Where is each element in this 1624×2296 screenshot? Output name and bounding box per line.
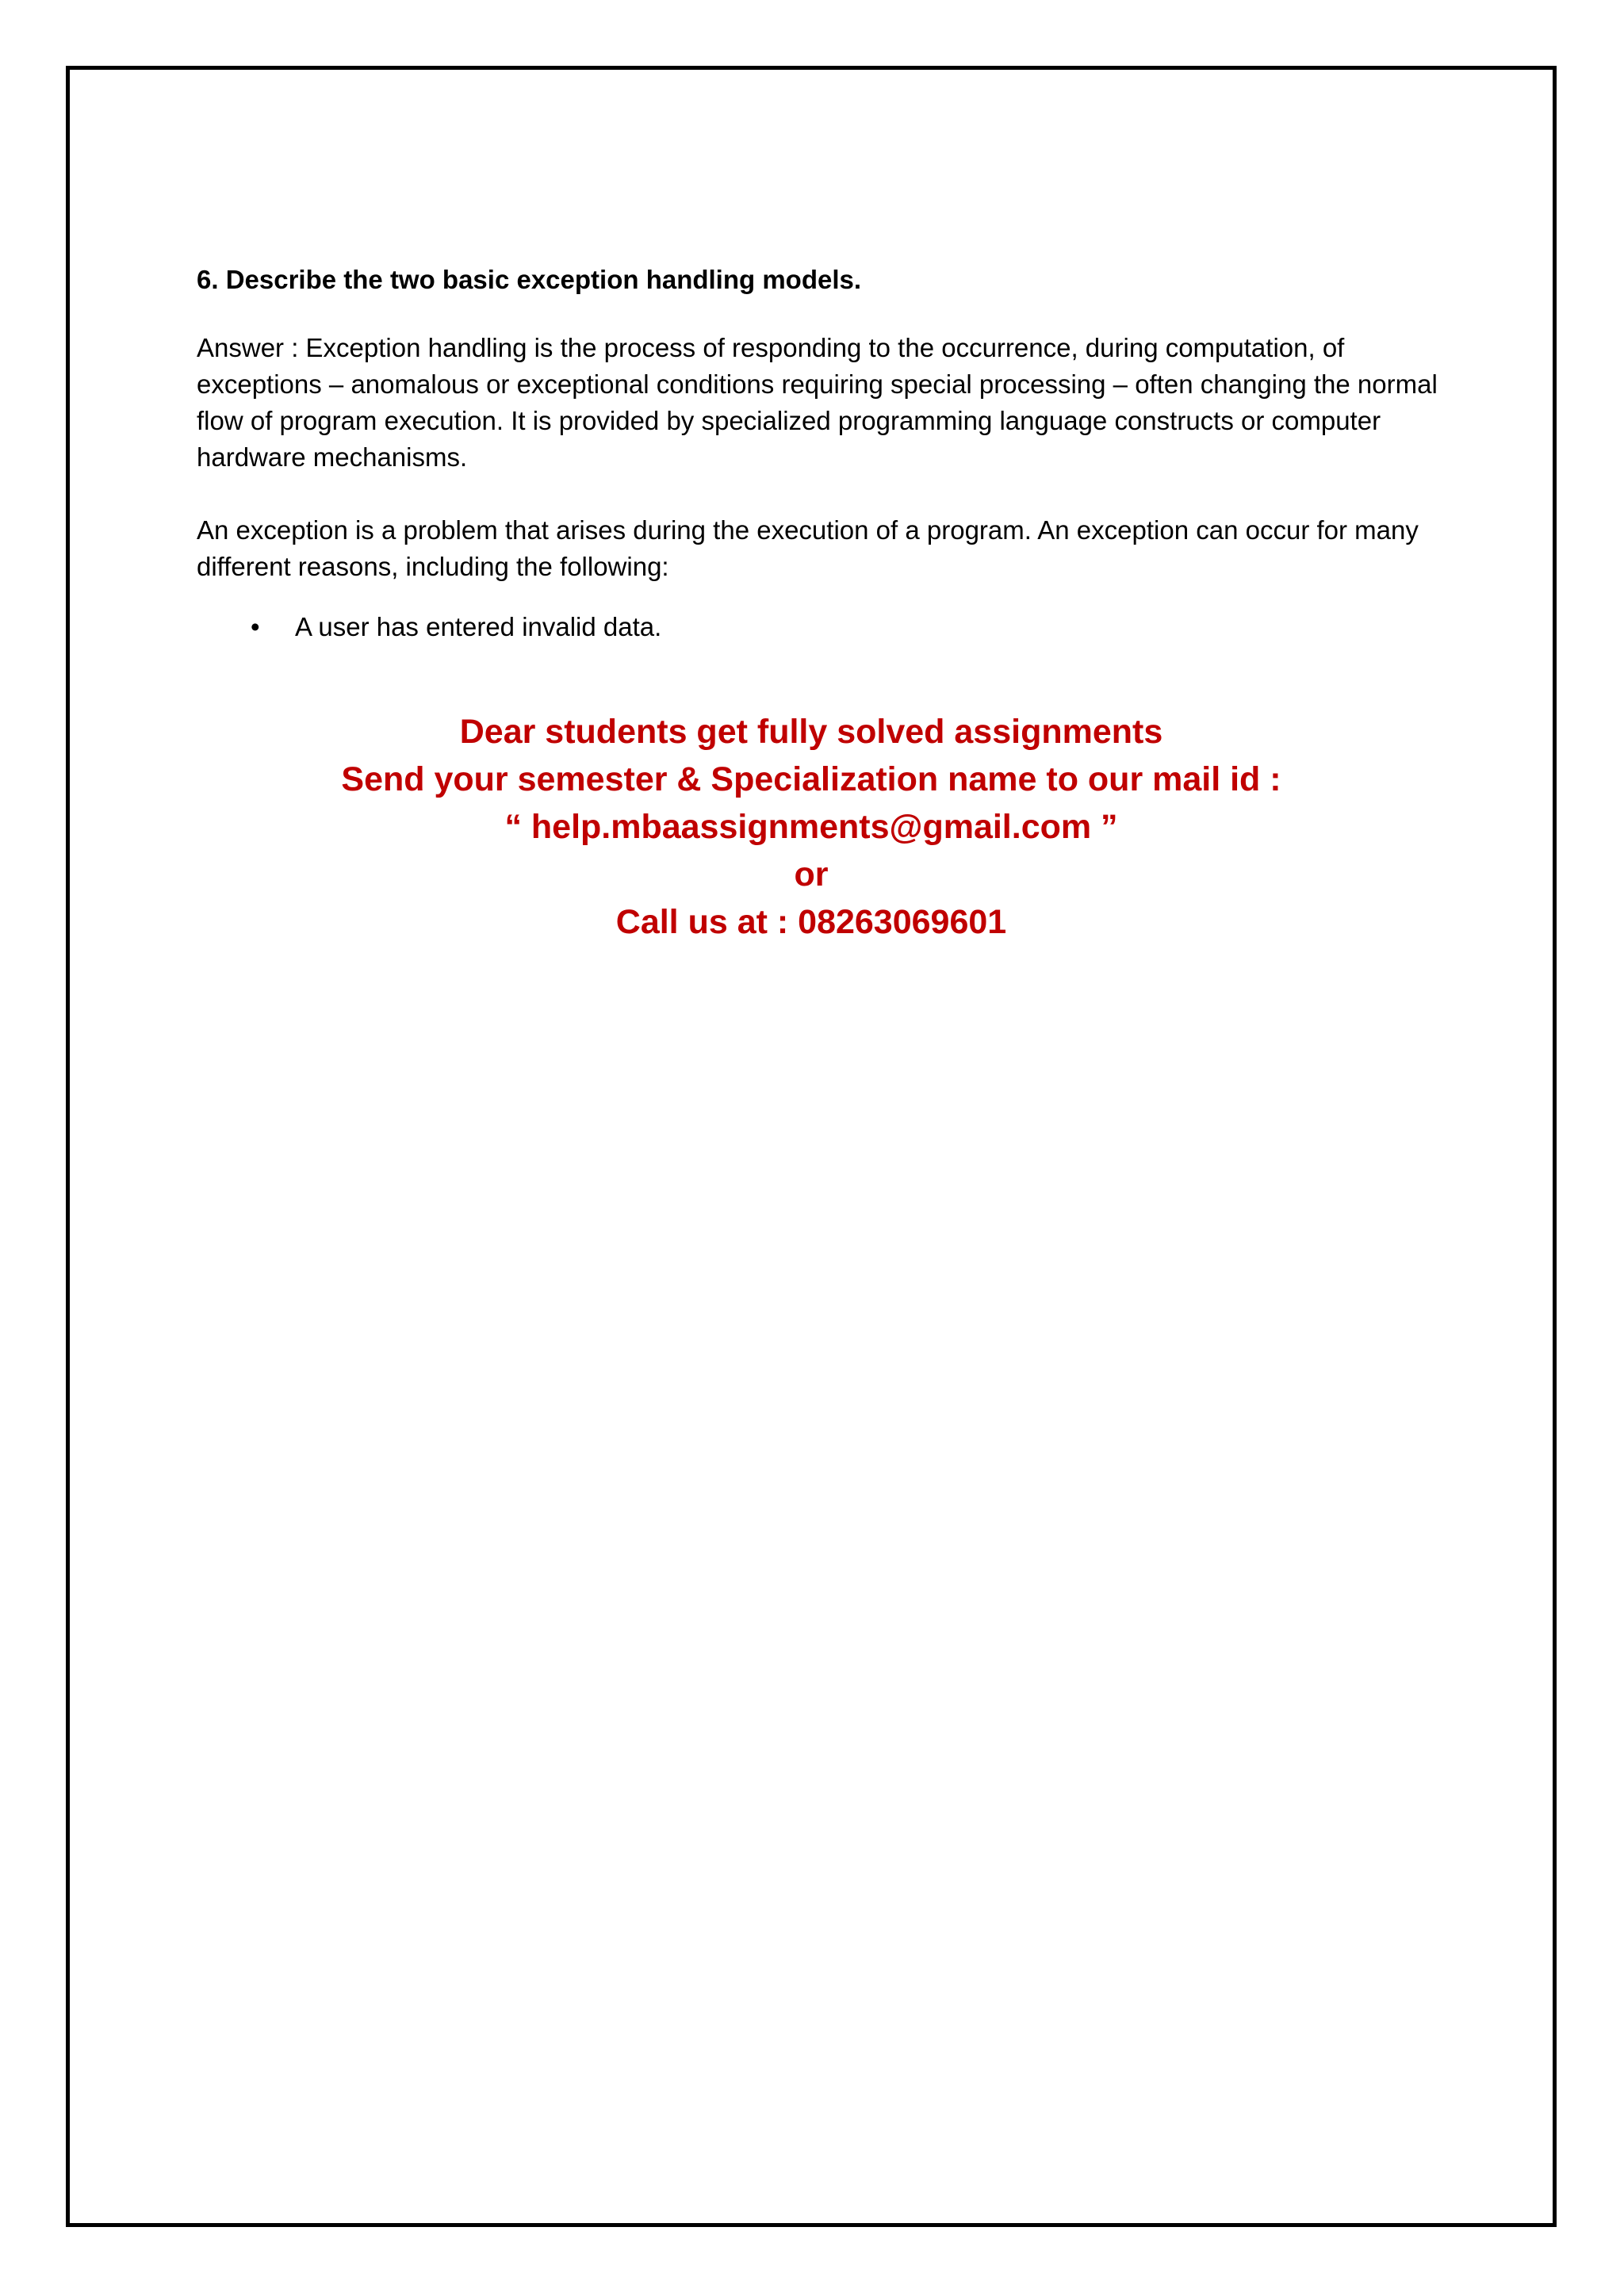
promo-line-2: Send your semester & Specialization name to our mail id :: [341, 760, 1281, 798]
list-item: [197, 609, 1450, 645]
promo-block: [66, 708, 1557, 946]
promo-email: “ help.mbaassignments@gmail.com ”: [504, 808, 1118, 846]
bullet-list: [197, 609, 1450, 645]
question-heading: 6. Describe the two basic exception handling models.: [197, 265, 862, 294]
bullet-icon: •: [251, 612, 260, 641]
promo-line-1: Dear students get fully solved assignments: [459, 713, 1163, 751]
bullet-text: A user has entered invalid data.: [295, 612, 662, 641]
promo-or: or: [794, 855, 829, 894]
exception-paragraph: An exception is a problem that arises during the execution of a program. An exception can occur for many different reasons, including the following:: [197, 515, 1419, 581]
answer-paragraph: Answer : Exception handling is the process of responding to the occurrence, during computation, of exceptions – anomalous or exceptional conditions requiring special processing – often changing the normal flow of program execution. It is provided by specialized programming language constructs or computer hardware mechanisms.: [197, 333, 1438, 472]
document-body: [197, 262, 1450, 645]
promo-phone: Call us at : 08263069601: [615, 903, 1007, 941]
